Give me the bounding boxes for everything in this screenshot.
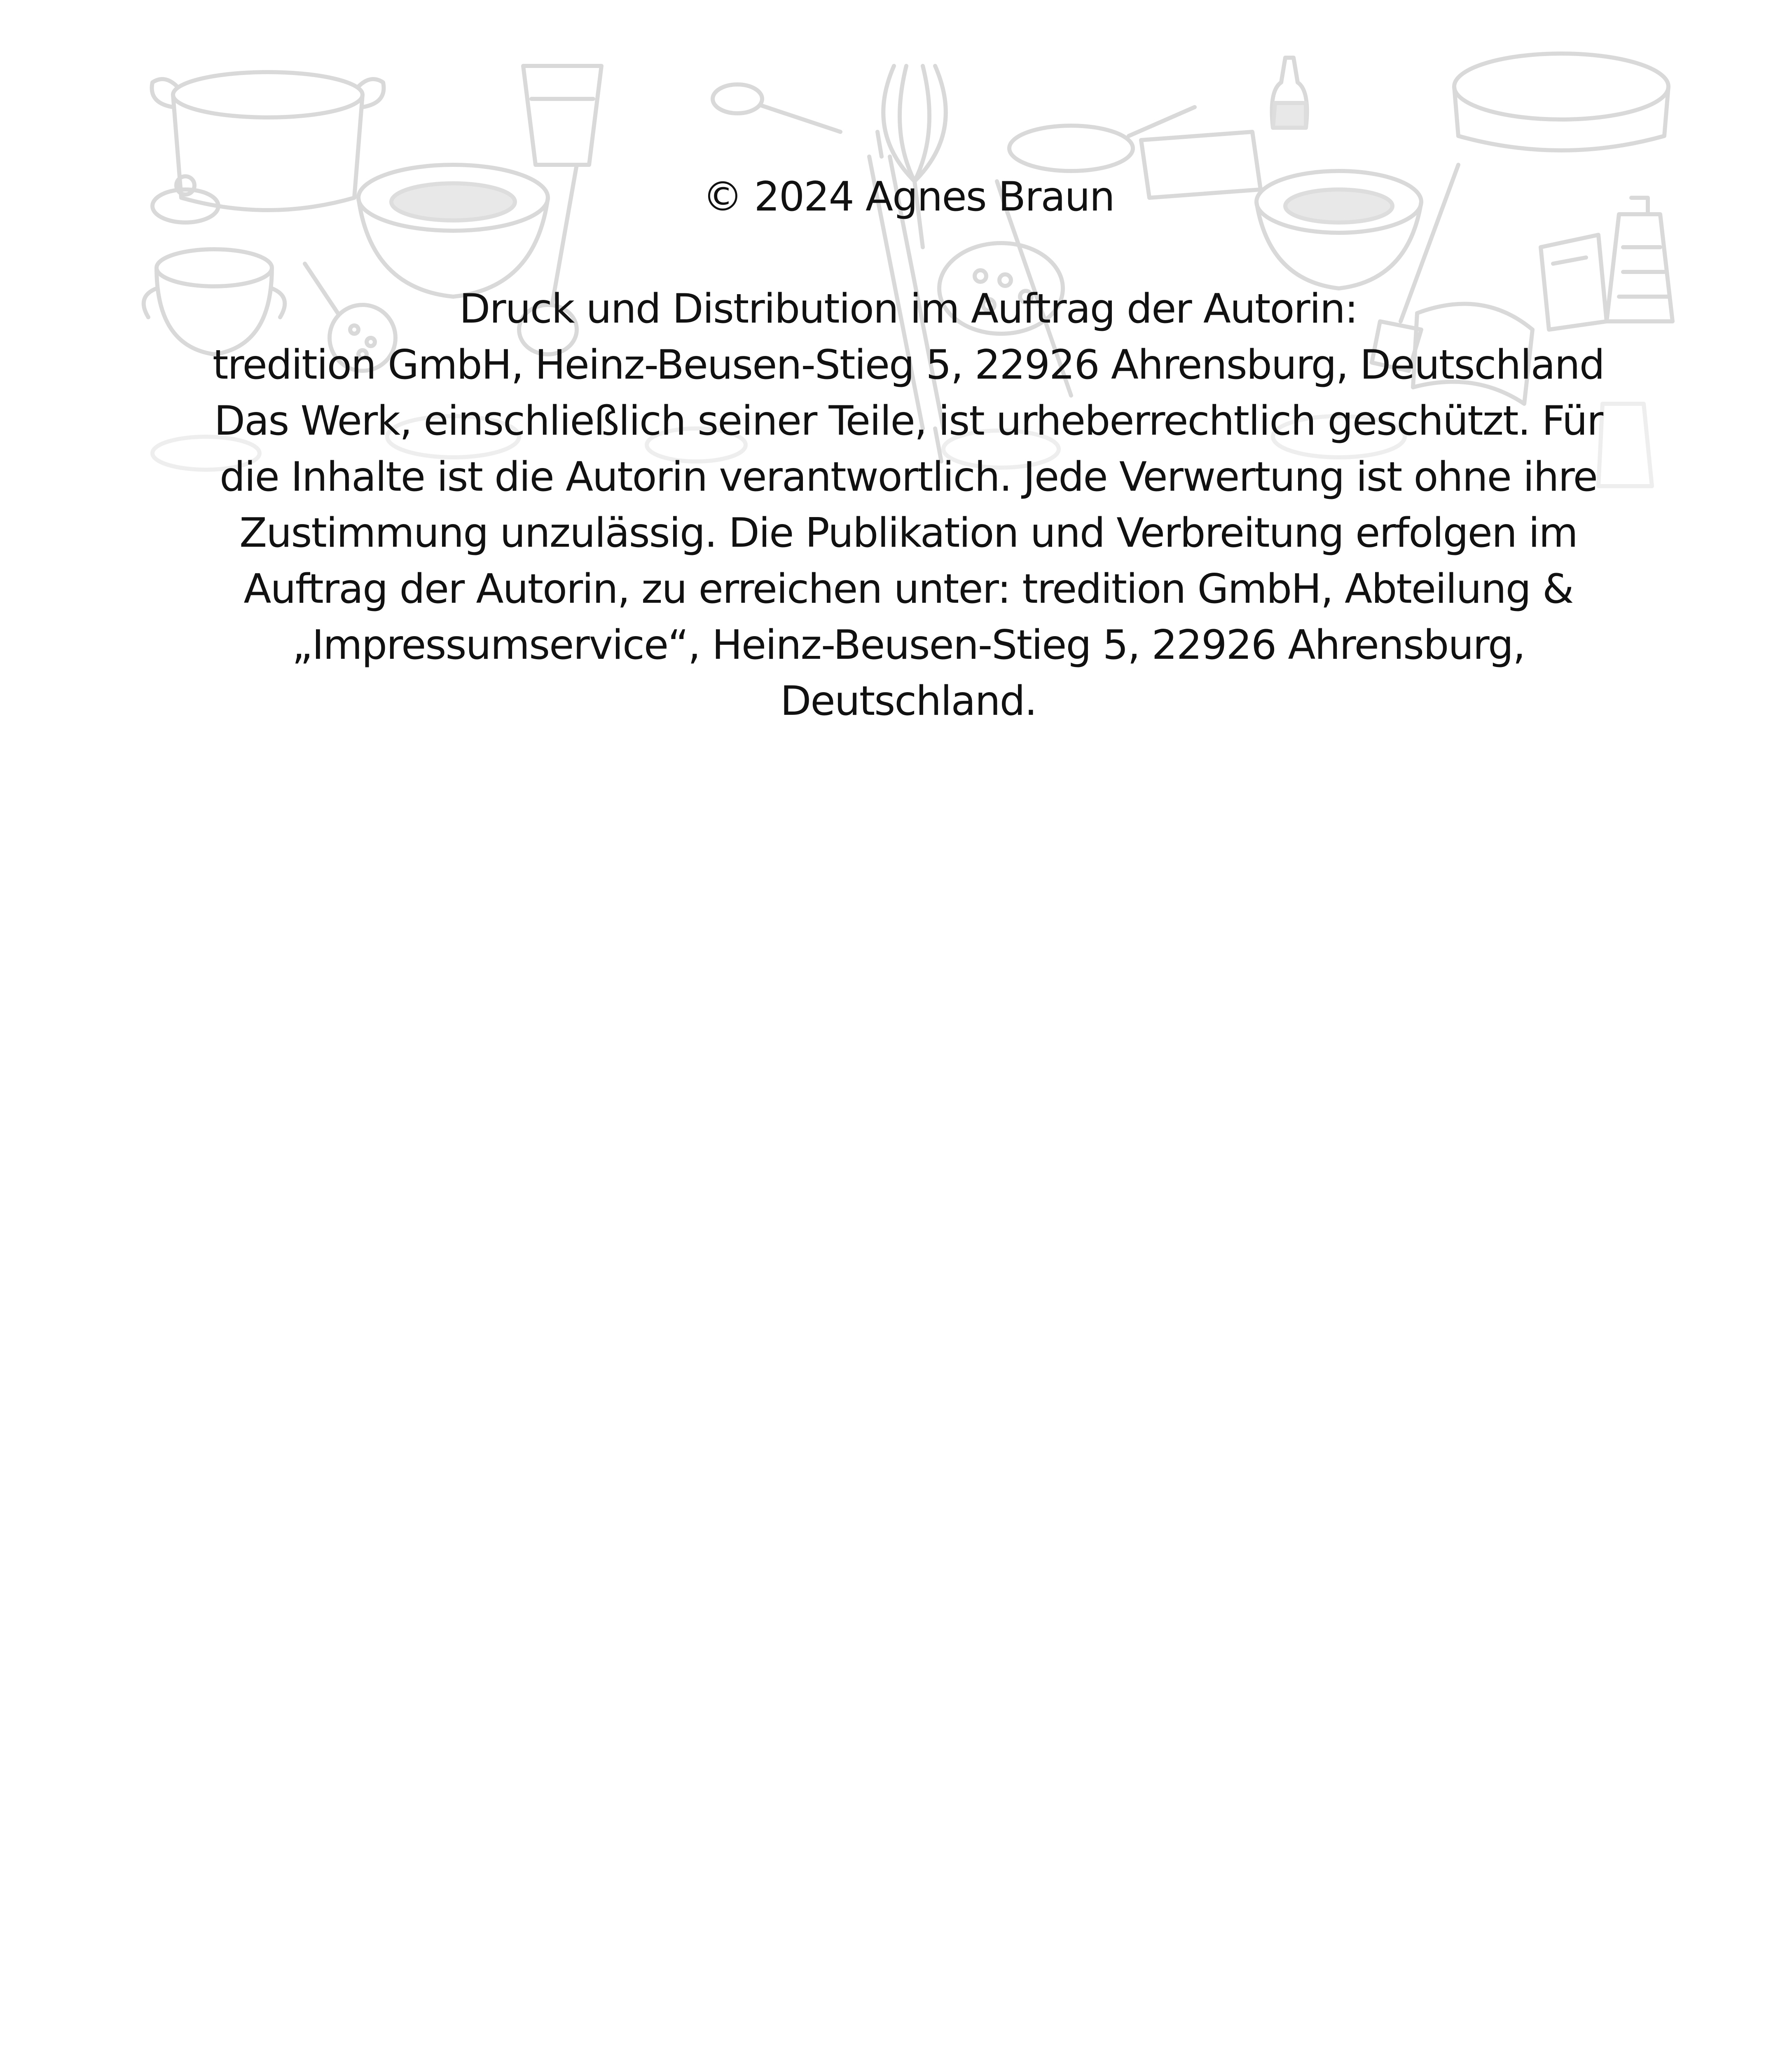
spoon-icon [713,84,840,132]
copyright-line: © 2024 Agnes Braun [702,173,1114,220]
legal-notice: Das Werk, einschließlich seiner Teile, ist urheberrechtlich geschützt. Für die Inhalte ist die Autorin verantwortlich. Jede Verwertung ist ohne ihre Zustimmung unzulässig. Die Publikation und Verbreitung erfolgen im Auftrag der Autorin, zu erreichen unter: tredition GmbH, Abteilung & „Impressumservice“, Heinz-Beusen-Stieg 5, 22926 Ahrensburg, Deutschland. [214,398,1603,725]
distribution-address: tredition GmbH, Heinz-Beusen-Stieg 5, 22926 Ahrensburg, Deutschland [212,342,1605,389]
distribution-heading: Druck und Distribution im Auftrag der Autorin: [459,286,1358,332]
measuring-glass-icon [523,66,601,165]
imprint-text-block [189,169,1627,729]
cake-pan-icon [1454,54,1668,150]
spice-jar-icon [1272,58,1307,128]
